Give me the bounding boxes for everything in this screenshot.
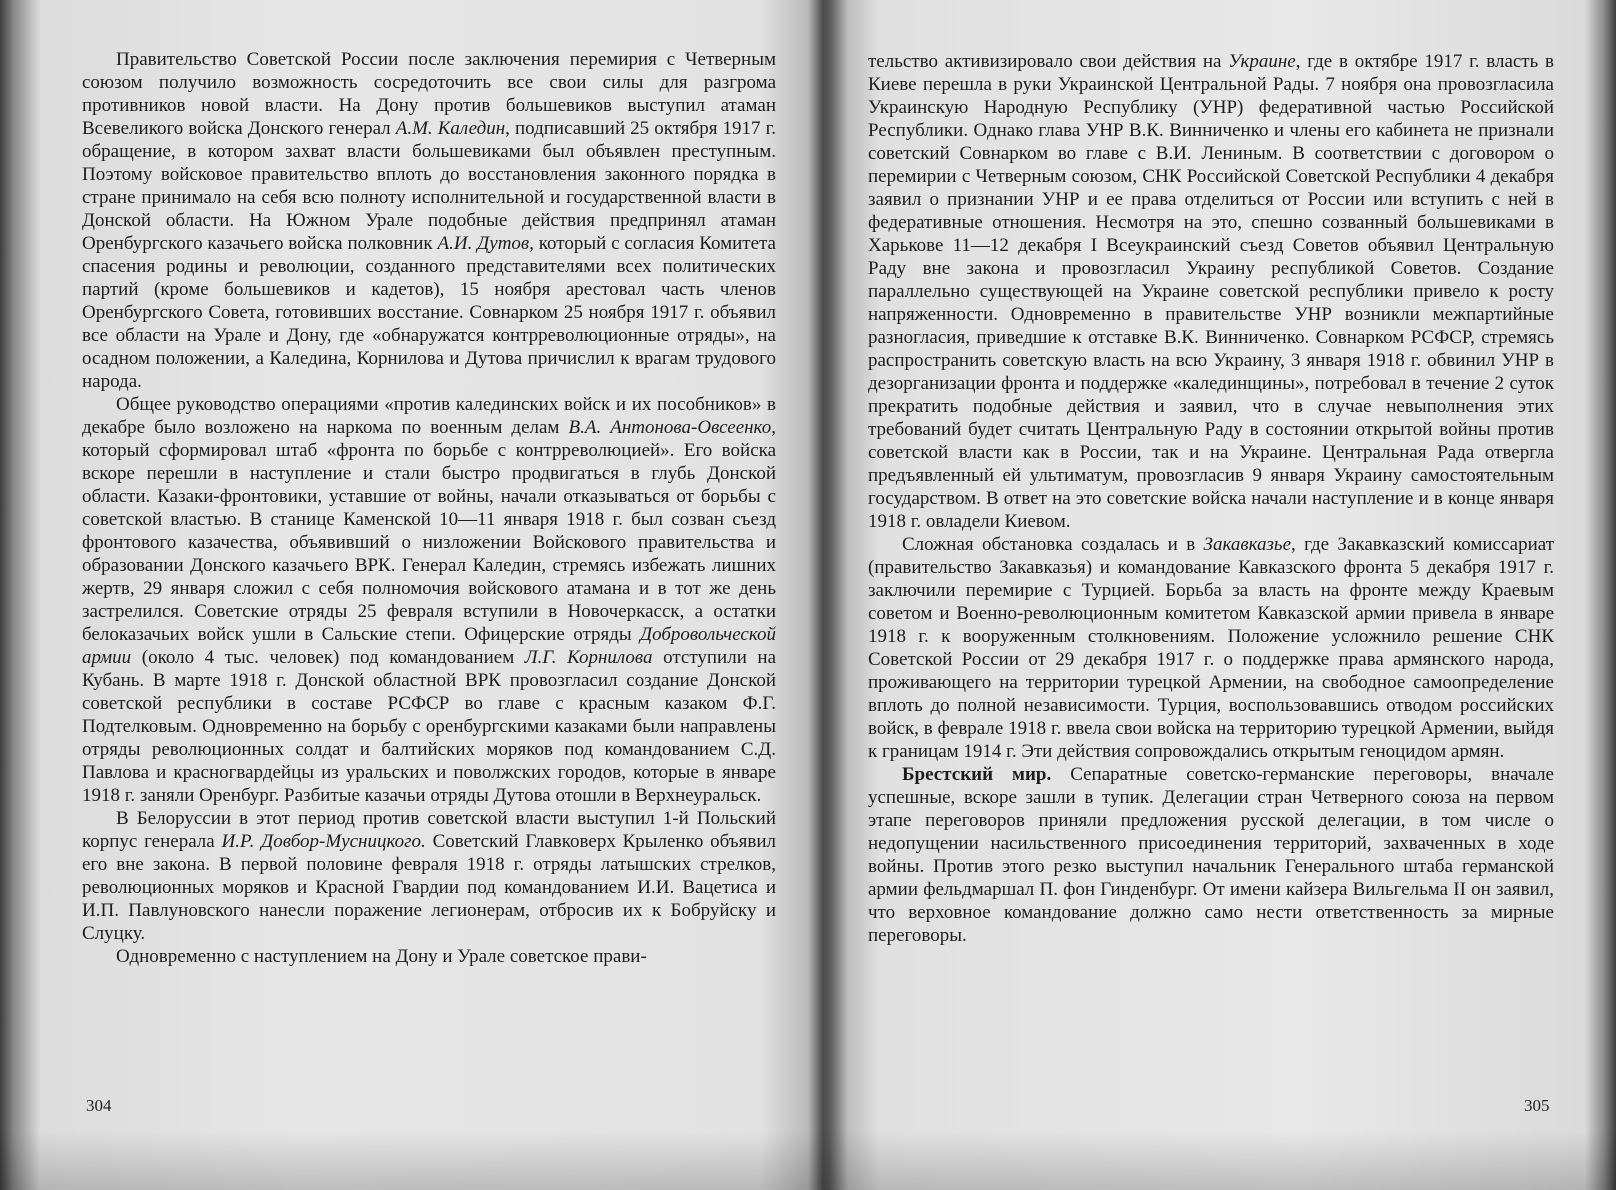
text-run: Общее руководство операциями «против калединских войск и их пособников» в декабре было возложено на наркома по военным делам (82, 394, 776, 438)
text-run: В Белоруссии в этот период против советской власти выступил 1-й Польский корпус генерала (82, 808, 776, 852)
italic-name: В.А. Антонова-Овсеенко (568, 417, 772, 438)
text-run: , где Закавказский комиссариат (правительство Закавказья) и командование Кавказского фронта 5 декабря 1917 г. заключили перемирие с Турцией. Борьба за власть на фронте между Краевым советом и Военно-революционным комитетом Кавказской армии привела в январе 1918 г. к вооруженным столкновениям. Положение усложнило решение СНК Советской России от 29 декабря 1917 г. о поддержке права армянского народа, проживающего на территории турецкой Армении, на свободное самоопределение вплоть до полной независимости. Турция, воспользовавшись отводом российских войск, в феврале 1918 г. ввела свои войска на территорию турецкой Армении, выйдя к границам 1914 г. Эти действия сопровождались открытым геноцидом армян. (868, 534, 1554, 762)
italic-name: Закавказье (1203, 534, 1292, 555)
text-run: который с согласия Комитета спасения родины и революции, созданного представителями всех политических партий (кроме большевиков и кадетов), 15 ноября арестовал часть членов Оренбургского Совета, готовивших восстание. Совнарком 25 ноября 1917 г. объявил все области на Урале и Дону, где «обнаружатся контрреволюционные отряды», на осадном положении, а Каледина, Корнилова и Дутова причислил к врагам трудового народа. (82, 233, 776, 392)
text-run: Одновременно с наступлением на Дону и Урале советское прави- (116, 946, 647, 967)
text-run: , где в октябре 1917 г. власть в Киеве перешла в руки Украинской Центральной Рады. 7 ноября она провозгласила Украинскую Народную Республику (УНР) федеративной частью Российской Республики. Однако глава УНР В.К. Винниченко и члены его кабинета не признали советский Совнарком во главе с В.И. Лениным. В соответствии с договором о перемирии с Четверным союзом, СНК Российской Советской Республики 4 декабря заявил о признании УНР и ее права отделиться от России или вступить с ней в федеративные отношения. Несмотря на это, спешно созванный большевиками в Харькове 11—12 декабря I Всеукраинский съезд Советов объявил Центральную Раду вне закона и провозгласил Украину республикой Советов. Создание параллельно существующей на Украине советской республики привело к росту напряженности. Одновременно в правительстве УНР возникли межпартийные разногласия, приведшие к отставке В.К. Винниченко. Совнарком РСФСР, стремясь распространить советскую власть на всю Украину, 3 января 1918 г. обвинил УНР в дезорганизации фронта и поддержке «калединщины», потребовал в течение 2 суток прекратить подобные действия и заявил, что в случае невыполнения этих требований будет считать Центральную Раду в состоянии открытой войны против советской власти как в России, так и на Украине. Центральная Рада отвергла предъявленный ей ультиматум, провозгласив 9 января Украину самостоятельным государством. В ответ на это советские войска начали наступление и в конце января 1918 г. овладели Киевом. (868, 51, 1555, 532)
italic-name: И.Р. Довбор-Мусницкого. (221, 831, 426, 852)
text-run: Советский Главковерх Крыленко объявил его вне закона. В первой половине февраля 1918 г. отряды латышских стрелков, революционных моряков и Красной Гвардии под командованием И.И. Вацетиса и И.П. Павлуновского нанесли поражение легионерам, отбросив их к Бобруйску и Слуцку. (82, 831, 776, 944)
paragraph (82, 393, 776, 807)
text-run: Правительство Советской России после заключения перемирия с Четверным союзом получило возможность сосредоточить все свои силы для разгрома противников новой власти. На Дону против большевиков выступил атаман Всевеликого войска Донского генерал (82, 49, 776, 139)
left-page-number: 304 (86, 1096, 112, 1115)
page-bottom-shadow (0, 1130, 1616, 1190)
text-run: , подписавший 25 октября 1917 г. обращение, в котором захват власти большевиками был объявлен преступным. Поэтому войсковое правительство вплоть до восстановления законного порядка в стране принимало на себя всю полноту исполнительной и государственной власти в Донской области. На Южном Урале подобные действия предпринял атаман Оренбургского казачьего войска полковник (82, 118, 776, 254)
text-run: (около 4 тыс. человек) под командованием (131, 647, 525, 668)
italic-name: Украине (1228, 51, 1296, 72)
bold-heading: Брестский мир. (902, 764, 1052, 785)
right-page-text (868, 50, 1554, 947)
paragraph (868, 763, 1554, 947)
text-run: тельство активизировало свои действия на (868, 51, 1229, 72)
text-run: , который сформировал штаб «фронта по борьбе с контрреволюцией». Его войска вскоре перешли в наступление и стали быстро продвигаться в глубь Донской области. Казаки-фронтовики, уставшие от войны, начали отказываться от борьбы с советской властью. В станице Каменской 10—11 января 1918 г. был созван съезд фронтового казачества, объявивший о низложении Войскового правительства и образовании Донского казачьего ВРК. Генерал Каледин, стремясь избежать лишних жертв, 29 января сложил с себя полномочия войскового атамана и в тот же день застрелился. Советские отряды 25 февраля вступили в Новочеркасск, а остатки белоказачьих войск ушли в Сальские степи. Офицерские отряды (82, 417, 776, 645)
italic-name: А.М. Каледин (395, 118, 506, 139)
text-run: Сложная обстановка создалась и в (902, 534, 1204, 555)
italic-name: Л.Г. Корнилова (524, 647, 653, 668)
left-page-text (82, 48, 776, 968)
paragraph (868, 533, 1554, 763)
italic-name: А.И. Дутов, (437, 233, 534, 254)
paragraph (868, 50, 1554, 533)
paragraph (82, 945, 776, 968)
text-run: Сепаратные советско-германские переговоры, вначале успешные, вскоре зашли в тупик. Делегации стран Четверного союза на первом этапе переговоров приняли предложения русской делегации, в том числе о недопущении насильственного присоединения территорий, захваченных в ходе войны. Против этого резко выступил начальник Генерального штаба германской армии фельдмаршал П. фон Гинденбург. От имени кайзера Вильгельма II он заявил, что верховное командование должно само нести ответственность за мирные переговоры. (868, 764, 1554, 946)
text-run: отступили на Кубань. В марте 1918 г. Донской областной ВРК провозгласил создание Донской советской республики в составе РСФСР во главе с красным казаком Ф.Г. Подтелковым. Одновременно на борьбу с оренбургскими казаками были направлены отряды революционных солдат и балтийских моряков под командованием С.Д. Павлова и красногвардейцы из уральских и поволжских городов, которые в январе 1918 г. заняли Оренбург. Разбитые казачьи отряды Дутова отошли в Верхнеуральск. (82, 647, 777, 806)
italic-name: Добровольческой армии (82, 624, 776, 668)
right-page-number: 305 (1524, 1096, 1550, 1115)
paragraph (82, 807, 776, 945)
paragraph (82, 48, 776, 393)
